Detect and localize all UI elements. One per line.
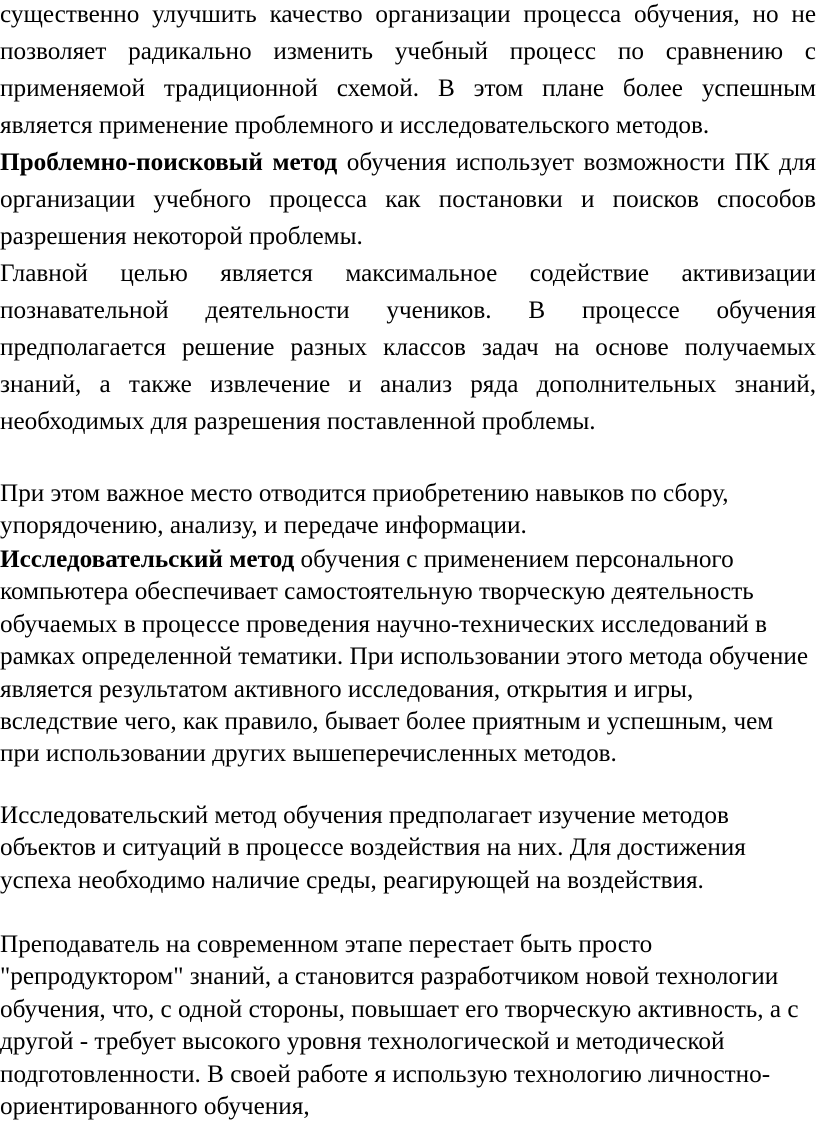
term-problem-search-method: Проблемно-поисковый метод [0,149,338,176]
paragraph-3 [0,255,816,440]
paragraph-4-text: При этом важное место отводится приобретению навыков по сбору, упорядочению, анализу, и передаче информации. [0,480,729,540]
paragraph-7-text: Преподаватель на современном этапе перестает быть просто "репродуктором" знаний, а становится разработчиком новой технологии обучения, что, с одной стороны, повышает его творческую активность, а с другой - требует высокого уровня технологической и методической подготовленности. В своей работе я использую технологию личностно-ориентированного обучения, [0,931,799,1121]
paragraph-1 [0,0,816,144]
paragraph-5-text: обучения с применением персонального компьютера обеспечивает самостоятельную творческую деятельность обучаемых в процессе проведения научно-технических исследований в рамках определенной тематики. При использовании этого метода обучение является результатом активного исследования, открытия и игры, вследствие чего, как правило, бывает более приятным и успешным, чем при использовании других вышеперечисленных методов. [0,546,809,768]
paragraph-2-text: обучения использует возможности ПК для организации учебного процесса как постановки и поисков способов разрешения некоторой проблемы. [0,149,816,250]
paragraph-6-text: Исследовательский метод обучения предполагает изучение методов объектов и ситуаций в процессе воздействия на них. Для достижения успеха необходимо наличие среды, реагирующей на воздействия. [0,802,746,894]
paragraph-2 [0,144,816,255]
paragraph-5 [0,544,816,771]
term-research-method: Исследовательский метод [0,546,295,573]
paragraph-6 [0,800,816,897]
paragraph-7 [0,929,816,1123]
paragraph-4 [0,478,816,543]
paragraph-3-text: Главной целью является максимальное содействие активизации познавательной деятельности учеников. В процессе обучения предполагается решение разных классов задач на основе получаемых знаний, а также извлечение и анализ ряда дополнительных знаний, необходимых для разрешения поставленной проблемы. [0,260,816,435]
paragraph-1-text: существенно улучшить качество организации процесса обучения, но не позволяет радикально изменить учебный процесс по сравнению с применяемой традиционной схемой. В этом плане более успешным является применение проблемного и исследовательского методов. [0,1,816,139]
